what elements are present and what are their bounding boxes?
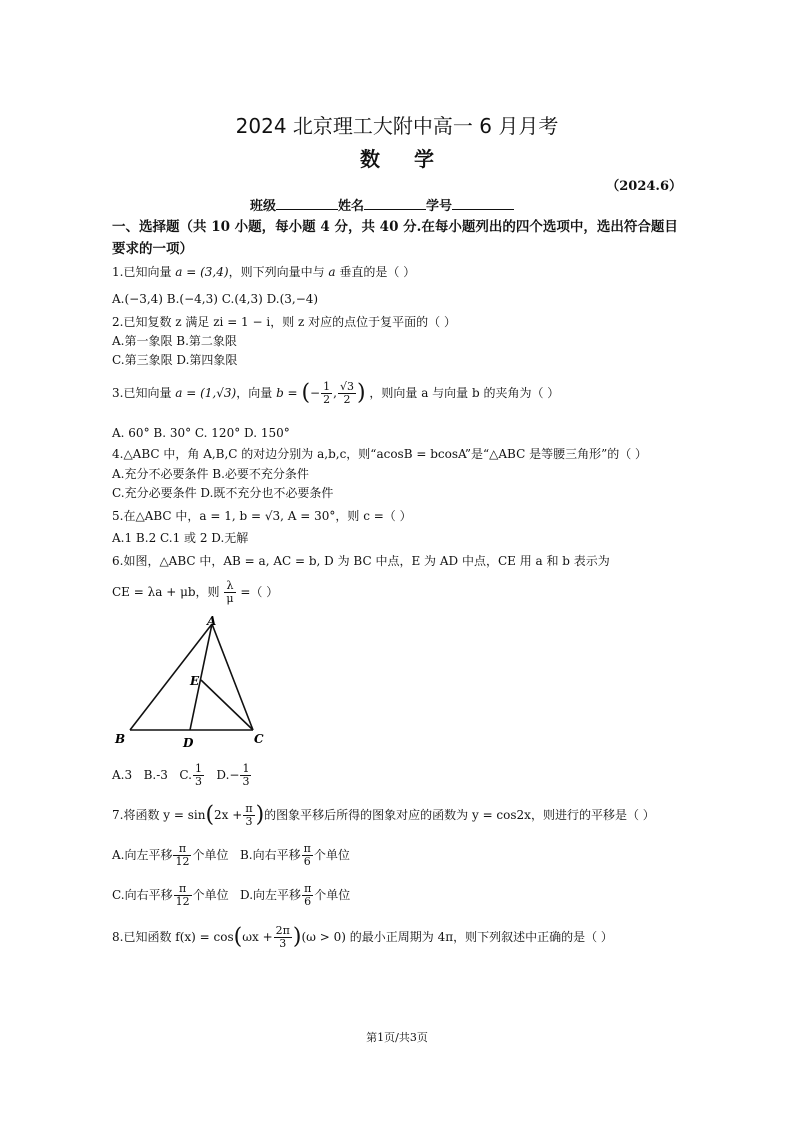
q3-fraction-2: $\frac{√3}{2}$: [339, 380, 354, 406]
student-info-line: [250, 195, 514, 214]
q6-fraction: $\frac{\lambda}{\mu}$: [226, 579, 234, 605]
q3-text-a: 3.已知向量: [112, 386, 172, 400]
q7-fraction: $\frac{\pi}{3}$: [245, 802, 253, 828]
q1-vector-a: a = (3,4): [175, 265, 229, 279]
q8-text-b: (ω > 0) 的最小正周期为 4π，则下列叙述中正确的是（ ）: [301, 930, 613, 944]
label-d: D: [183, 736, 194, 750]
question-7-options-row1: [112, 840, 350, 870]
question-4-options-row2: C.充分必要条件 D.既不充分也不必要条件: [112, 486, 334, 500]
class-blank: [276, 197, 338, 210]
q6-option-c-fraction: $\frac{1}{3}$: [194, 762, 202, 788]
q7-option-b: B.向右平移: [239, 848, 301, 862]
q7-option-d: D.向左平移: [240, 888, 302, 902]
question-1-options: A.(−3,4) B.(−4,3) C.(4,3) D.(3,−4): [112, 292, 319, 306]
question-4-stem: 4.△ABC 中，角 A,B,C 的对边分别为 a,b,c，则“acosB = bcosA”是“△ABC 是等腰三角形”的（ ）: [112, 447, 648, 461]
q7-option-a: A.向左平移: [112, 848, 173, 862]
q6-option-d-fraction: $\frac{1}{3}$: [242, 762, 250, 788]
question-5-options: A.1 B.2 C.1 或 2 D.无解: [112, 531, 249, 545]
label-b: B: [115, 732, 126, 746]
q3-text-e: ，则向量 a 与向量 b 的夹角为（ ）: [369, 386, 560, 400]
q7-text-b: 的图象平移后所得的图象对应的函数为 y = cos2x，则进行的平移是（ ）: [264, 808, 655, 822]
question-5-stem: 5.在△ABC 中，a = 1, b = √3, A = 30°，则 c =（ ）: [112, 509, 412, 523]
q7-option-a-fraction: $\frac{\pi}{12}$: [175, 842, 190, 868]
question-2-options-row1: A.第一象限 B.第二象限: [112, 334, 237, 348]
exam-title: 2024 北京理工大附中高一 6 月月考: [235, 114, 559, 138]
question-6-stem-line1: 6.如图，△ABC 中，AB = a, AC = b, D 为 BC 中点，E 为 AD 中点，CE 用 a 和 b 表示为: [112, 554, 610, 568]
q7-inner: 2x +: [214, 808, 243, 822]
side-ab: [130, 624, 212, 730]
q8-fraction: $\frac{2\pi}{3}$: [275, 924, 290, 950]
q7-option-c-suffix: 个单位: [192, 888, 229, 902]
q6-option-a: A.3: [112, 768, 133, 782]
question-1-stem: [112, 263, 415, 281]
q8-inner: ωx +: [242, 930, 273, 944]
question-3-stem: 3.已知向量 a = (1,√3)，向量 b = (− $\frac{1}{2}$ , $\frac{√3}{2}$ ) ，则向量 a 与向量 b 的夹角为（ ）: [112, 380, 560, 406]
id-blank: [452, 197, 514, 210]
q7-option-b-suffix: 个单位: [313, 848, 350, 862]
q6-option-d: D.−: [216, 768, 240, 782]
id-label: 学号: [426, 199, 453, 214]
subject-title: 数学: [360, 147, 468, 171]
q3-text-c: ，向量: [236, 386, 273, 400]
q7-option-c: C.向右平移: [112, 888, 173, 902]
question-4-options-row1: A.充分不必要条件 B.必要不充分条件: [112, 467, 309, 481]
q7-text-a: 7.将函数 y = sin: [112, 808, 206, 822]
q6-option-b: B.-3: [143, 768, 168, 782]
name-label: 姓名: [338, 199, 365, 214]
q7-option-d-suffix: 个单位: [314, 888, 351, 902]
question-8-stem: 8.已知函数 f(x) = cos(ωx + $\frac{2\pi}{3}$ )(ω > 0) 的最小正周期为 4π，则下列叙述中正确的是（ ）: [112, 924, 613, 950]
question-2-stem: 2.已知复数 z 满足 zi = 1 − i，则 z 对应的点位于复平面的（ ）: [112, 315, 456, 329]
question-2-options-row2: C.第三象限 D.第四象限: [112, 353, 238, 367]
q1-text-e: 垂直的是（ ）: [339, 265, 416, 279]
q7-option-c-fraction: $\frac{\pi}{12}$: [175, 882, 190, 908]
triangle-figure: [112, 612, 272, 752]
q3-fraction-1: $\frac{1}{2}$: [323, 380, 331, 406]
name-blank: [364, 197, 426, 210]
question-6-stem-line2: [112, 577, 278, 607]
label-c: C: [254, 732, 264, 746]
question-6-options: [112, 760, 252, 790]
question-3-options: A. 60° B. 30° C. 120° D. 150°: [112, 426, 290, 440]
q1-vector-a-ref: a: [328, 265, 336, 279]
q6-text-b: =（ ）: [240, 585, 279, 599]
q3-vector-b: b =: [276, 386, 298, 400]
label-a: A: [207, 614, 217, 628]
q7-option-a-suffix: 个单位: [192, 848, 229, 862]
question-7-stem: 7.将函数 y = sin(2x + $\frac{\pi}{3}$ )的图象平移后所得的图象对应的函数为 y = cos2x，则进行的平移是（ ）: [112, 802, 655, 828]
page-number: 第1页/共3页: [366, 1031, 428, 1044]
label-e: E: [190, 674, 200, 688]
q8-text-a: 8.已知函数 f(x) = cos: [112, 930, 234, 944]
q1-text-c: ，则下列向量中与: [228, 265, 325, 279]
q7-option-b-fraction: $\frac{\pi}{6}$: [303, 842, 311, 868]
side-ac: [212, 624, 253, 730]
q7-option-d-fraction: $\frac{\pi}{6}$: [304, 882, 312, 908]
section-heading: 一、选择题（共 10 小题，每小题 4 分，共 40 分.在每小题列出的四个选项中，选出符合题目要求的一项）: [112, 219, 678, 257]
segment-ce: [201, 680, 253, 730]
q3-vector-a: a = (1,√3): [175, 386, 237, 400]
q6-text-a: CE = λa + μb，则: [112, 585, 220, 599]
class-label: 班级: [250, 199, 277, 214]
question-7-options-row2: [112, 880, 350, 910]
exam-date: （2024.6）: [606, 179, 682, 194]
q1-text-a: 1.已知向量: [112, 265, 172, 279]
q6-option-c: C.: [179, 768, 192, 782]
